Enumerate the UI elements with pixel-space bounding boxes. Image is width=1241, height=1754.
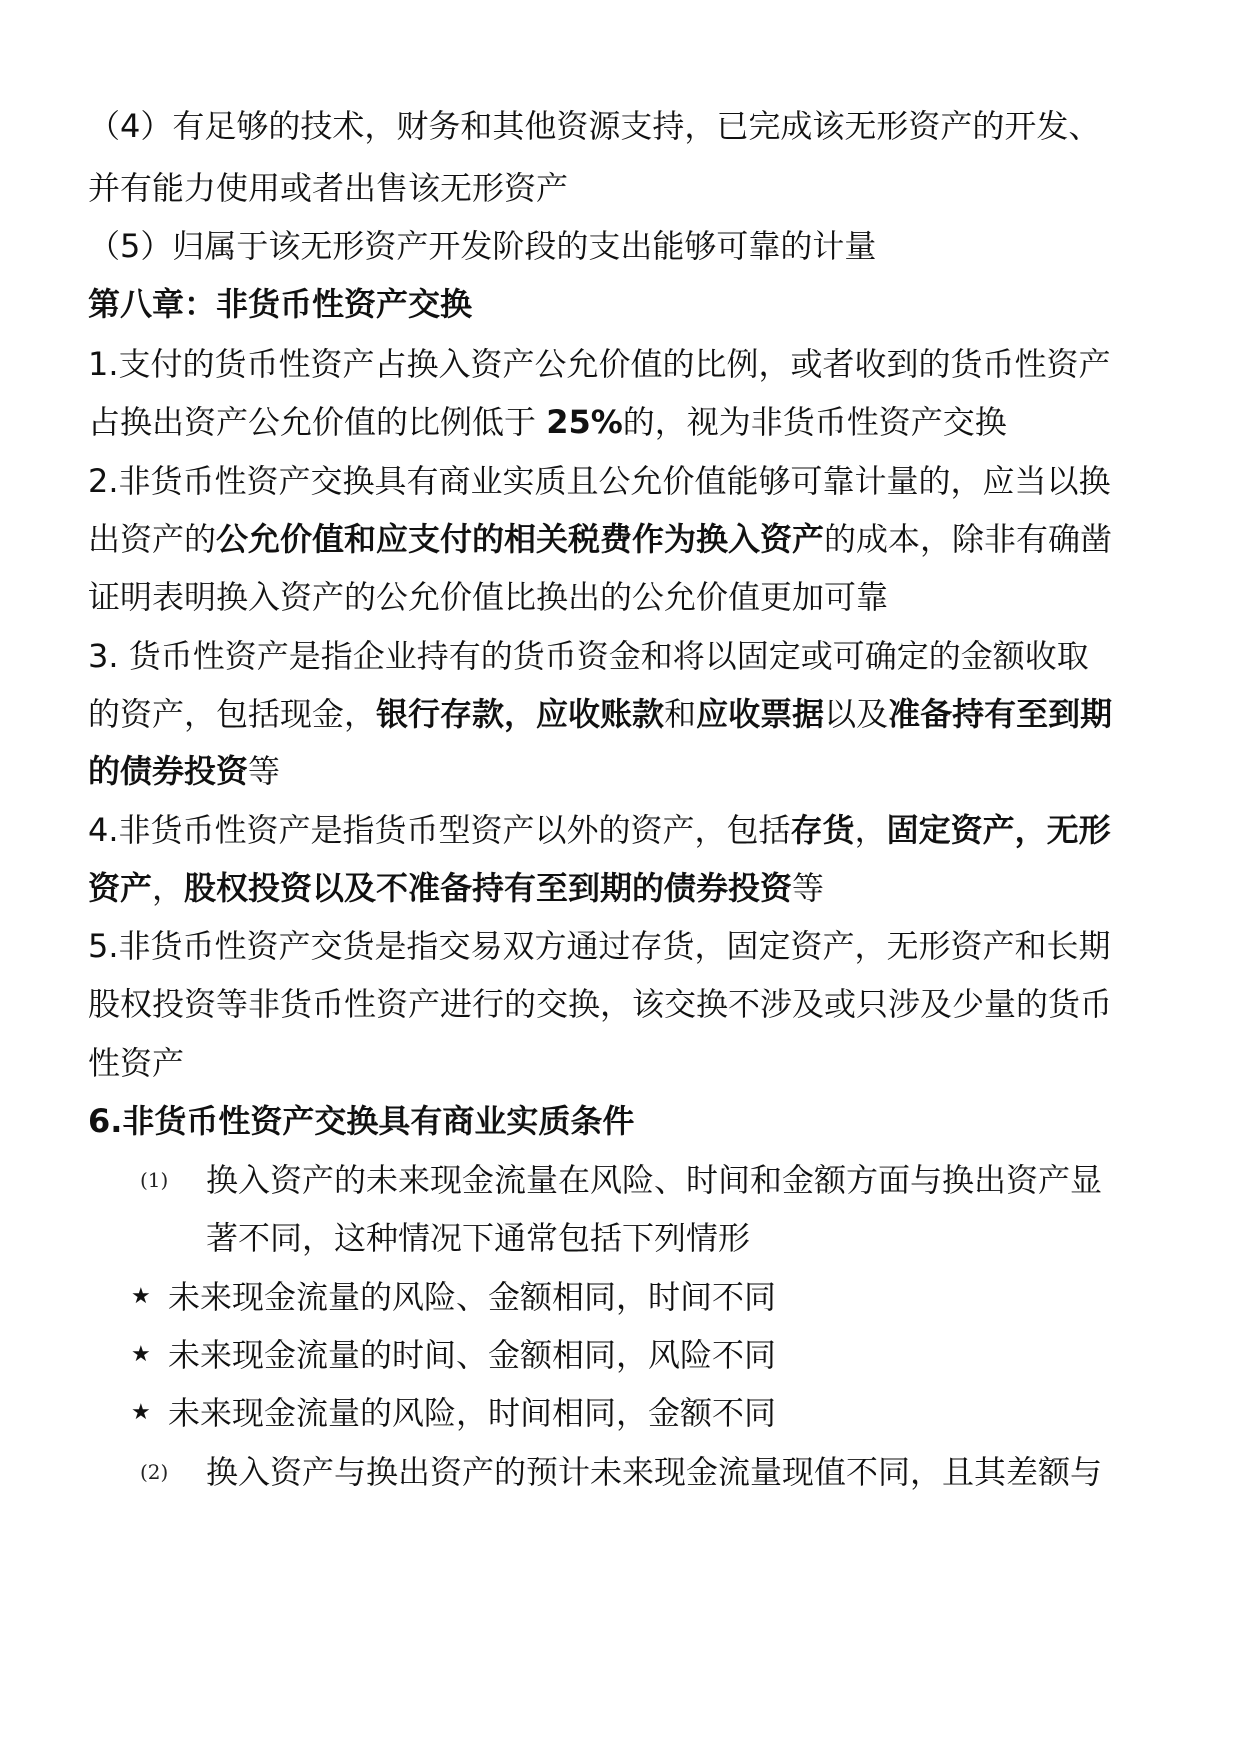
list-marker: (1) [140, 1168, 169, 1192]
chapter-heading: 第八章：非货币性资产交换 [88, 285, 473, 323]
bold-run: 固定资产 [886, 811, 1015, 849]
bold-run: 资产 [88, 869, 153, 907]
text-line: 性资产 [88, 1044, 185, 1082]
list-item: 未来现金流量的风险，时间相同，金额不同 [168, 1394, 777, 1432]
text-line: 5.非货币性资产交货是指交易双方通过存货，固定资产，无形资产和长期 [88, 927, 1111, 965]
star-bullet-icon: ★ [131, 1284, 151, 1309]
text-run: 的资产，包括现金， [88, 695, 377, 733]
text-line: 并有能力使用或者出售该无形资产 [88, 169, 569, 207]
text-line [88, 517, 1112, 561]
bold-run: ， [1014, 811, 1047, 849]
star-bullet-icon: ★ [131, 1400, 151, 1425]
text-line [88, 692, 1112, 736]
text-run: 等 [792, 869, 825, 907]
text-line [88, 866, 824, 910]
text-line: 换入资产的未来现金流量在风险、时间和金额方面与换出资产显 [206, 1161, 1103, 1199]
text-line [88, 400, 1007, 444]
text-line: 1.支付的货币性资产占换入资产公允价值的比例，或者收到的货币性资产 [88, 345, 1111, 383]
text-run: 的，视为非货币性资产交换 [622, 403, 1007, 441]
text-run: 4.非货币性资产是指货币型资产以外的资产，包括 [88, 811, 791, 849]
bold-run: 25% [546, 403, 623, 441]
bold-run: 公允价值和应支付的相关税费作为换入资产 [216, 520, 825, 558]
text-run: 占换出资产公允价值的比例低于 [88, 403, 547, 441]
list-item: 未来现金流量的风险、金额相同，时间不同 [168, 1278, 777, 1316]
bold-run: 应收账款 [536, 695, 665, 733]
section-heading: 6.非货币性资产交换具有商业实质条件 [88, 1102, 635, 1140]
text-run: 和 [664, 695, 697, 733]
text-line: 3. 货币性资产是指企业持有的货币资金和将以固定或可确定的金额收取 [88, 637, 1089, 675]
bold-run: 的债券投资 [88, 752, 249, 790]
text-line: 2.非货币性资产交换具有商业实质且公允价值能够可靠计量的，应当以换 [88, 462, 1111, 500]
text-line: （4）有足够的技术，财务和其他资源支持，已完成该无形资产的开发、 [88, 107, 1101, 145]
bold-run: 无形 [1046, 811, 1111, 849]
text-line [88, 749, 280, 793]
bold-run: 应收票据 [696, 695, 825, 733]
text-run: 的成本，除非有确凿 [824, 520, 1113, 558]
text-run: 等 [248, 752, 281, 790]
text-line: 证明表明换入资产的公允价值比换出的公允价值更加可靠 [88, 578, 889, 616]
star-bullet-icon: ★ [131, 1342, 151, 1367]
list-marker: (2) [140, 1460, 169, 1484]
bold-run: 准备持有至到期 [888, 695, 1113, 733]
text-line: 换入资产与换出资产的预计未来现金流量现值不同，且其差额与 [206, 1453, 1103, 1491]
bold-run: ， [504, 695, 537, 733]
bold-run: 存货 [790, 811, 855, 849]
bold-run: 银行存款 [376, 695, 505, 733]
text-line [88, 808, 1111, 852]
text-line: （5）归属于该无形资产开发阶段的支出能够可靠的计量 [88, 227, 877, 265]
text-run: ， [854, 811, 887, 849]
text-line: 股权投资等非货币性资产进行的交换，该交换不涉及或只涉及少量的货币 [88, 985, 1113, 1023]
text-run: ， [152, 869, 185, 907]
bold-run: 股权投资以及不准备持有至到期的债券投资 [184, 869, 793, 907]
list-item: 未来现金流量的时间、金额相同，风险不同 [168, 1336, 777, 1374]
text-line: 著不同，这种情况下通常包括下列情形 [206, 1219, 751, 1257]
text-run: 出资产的 [88, 520, 217, 558]
text-run: 以及 [824, 695, 889, 733]
